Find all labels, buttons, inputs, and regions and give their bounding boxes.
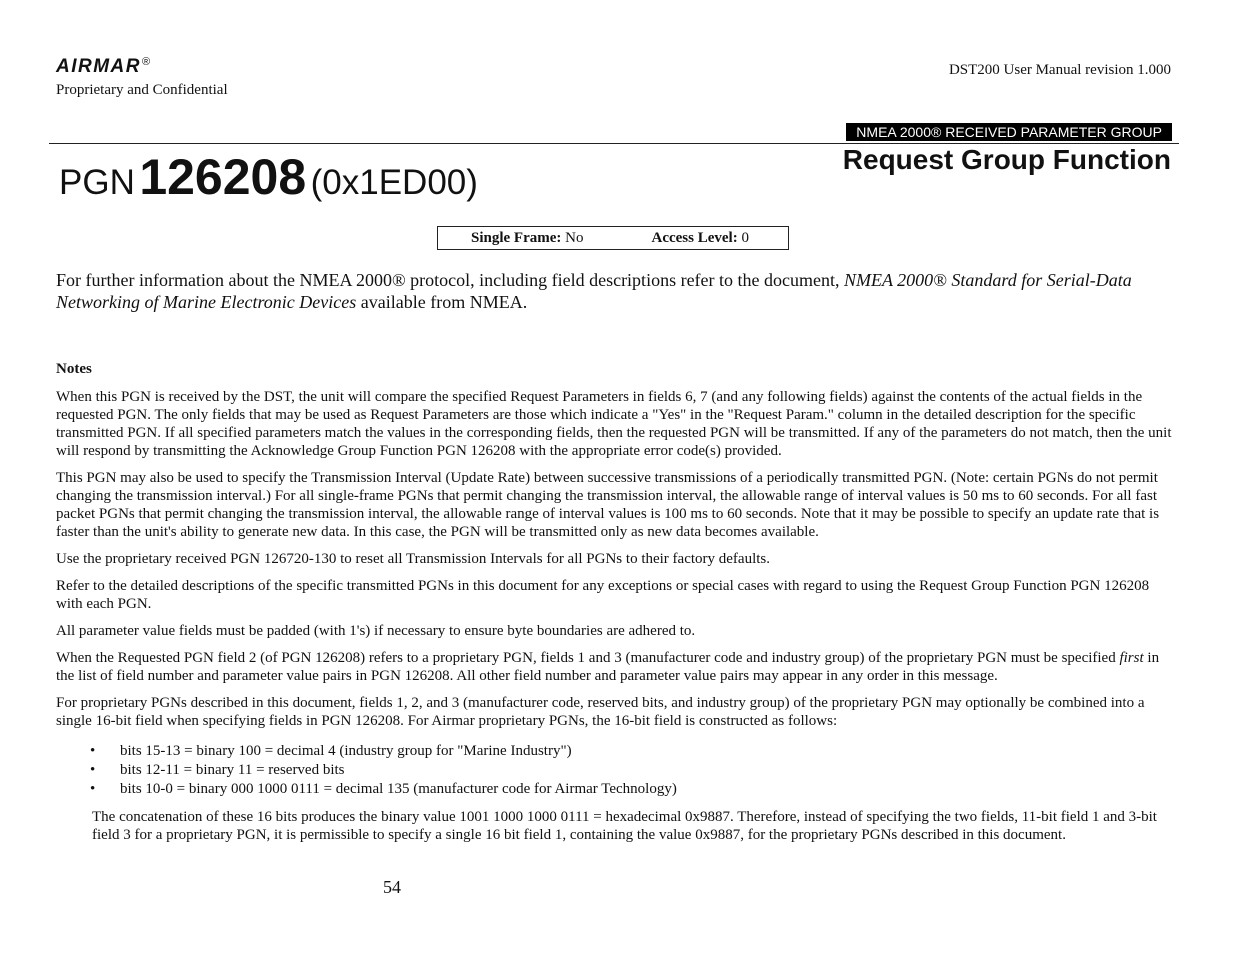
access-level-label: Access Level: (651, 229, 738, 246)
access-level-value: 0 (741, 229, 749, 246)
page-number: 54 (383, 877, 401, 897)
doc-title-1: NMEA 2000® Standard for Serial-Data (844, 270, 1132, 290)
pgn-hex: (0x1ED00) (310, 163, 478, 202)
note-paragraph: Use the proprietary received PGN 126720-130 to reset all Transmission Intervals for all PGNs to their factory defaults. (56, 551, 771, 567)
intro-paragraph (56, 269, 1176, 313)
p6-text-a: When the Requested PGN field 2 (of PGN 126208) refers to a proprietary PGN, fields 1 and 3 (manufacturer code and industry group) of the proprietary PGN must be specified (56, 650, 1120, 666)
manual-revision: DST200 User Manual revision 1.000 (948, 62, 1171, 78)
pgn-prefix: PGN (59, 163, 135, 202)
intro-text-2: available from NMEA. (356, 292, 528, 312)
p6-text-b: in the list of field number and parameter value pairs in PGN 126208. All other field number and parameter value pairs may appear in any order in this message. (56, 650, 1160, 684)
list-item: • bits 10-0 = binary 000 1000 0111 = decimal 135 (manufacturer code for Airmar Technology) (56, 780, 1176, 798)
p6-emphasis: first (1119, 650, 1144, 666)
function-title: Request Group Function (842, 144, 1171, 175)
registered-mark: ® (142, 56, 152, 68)
intro-text-1: For further information about the NMEA 2000® protocol, including field descriptions refer to the document, (56, 270, 845, 290)
note-paragraph: This PGN may also be used to specify the Transmission Interval (Update Rate) between successive transmissions of a periodically transmitted PGN. (Note: certain PGNs do not permit changing the transmission interval.) For all single-frame PGNs that permit changing the transmission interval, the allowable range of interval values is 50 ms to 60 seconds. For all fast packet PGNs that permit changing the transmission interval, the allowable range of interval values is 100 ms to 60 seconds. Note that it may be possible to specify an update rate that is faster than the unit's ability to generate new data. In this case, the PGN will be transmitted only as new data becomes available. (56, 470, 1160, 540)
access-level (652, 230, 749, 247)
note-paragraph (56, 649, 1176, 685)
logo-text: AIRMAR (56, 56, 141, 77)
note-paragraph: For proprietary PGNs described in this document, fields 1, 2, and 3 (manufacturer code, reserved bits, and industry group) of the proprietary PGN may optionally be combined into a single 16-bit field when specifying fields in PGN 126208. For Airmar proprietary PGNs, the 16-bit field is constructed as follows: (56, 695, 1145, 729)
doc-title-2: Networking of Marine Electronic Devices (56, 292, 357, 312)
pgn-number: 126208 (139, 149, 307, 205)
confidential-label: Proprietary and Confidential (56, 82, 228, 98)
single-frame (471, 230, 584, 247)
single-frame-label: Single Frame: (471, 229, 562, 246)
note-paragraph: All parameter value fields must be padded (with 1's) if necessary to ensure byte boundaries are adhered to. (56, 623, 696, 639)
list-item: • bits 12-11 = binary 11 = reserved bits (56, 761, 1176, 779)
notes-heading: Notes (56, 361, 92, 377)
list-item: • bits 15-13 = binary 100 = decimal 4 (industry group for "Marine Industry") (56, 742, 1176, 760)
pgn-title (59, 148, 478, 206)
note-paragraph: When this PGN is received by the DST, the unit will compare the specified Request Parameters in fields 6, 7 (and any following fields) against the contents of the actual fields in the requested PGN. The only fields that may be used as Request Parameters are those which indicate a "Yes" in the "Request Param." column in the detailed description for the specific transmitted PGN. If all specified parameters match the values in the corresponding fields, then the requested PGN will be transmitted. If any of the parameters do not match, then the unit will respond by transmitting the Acknowledge Group Function PGN 126208 with the appropriate error code(s) provided. (56, 389, 1172, 459)
frame-info-box (437, 226, 789, 250)
airmar-logo (56, 56, 152, 78)
parameter-group-banner: NMEA 2000® RECEIVED PARAMETER GROUP (846, 123, 1172, 141)
note-paragraph: Refer to the detailed descriptions of the specific transmitted PGNs in this document for any exceptions or special cases with regard to using the Request Group Function PGN 126208 with each PGN. (56, 578, 1150, 612)
note-paragraph: The concatenation of these 16 bits produces the binary value 1001 1000 1000 0111 = hexadecimal 0x9887. Therefore, instead of specifying the two fields, 11-bit field 1 and 3-bit field 3 for a proprietary PGN, it is permissible to specify a single 16 bit field 1, containing the value 0x9887, for the proprietary PGNs described in this document. (92, 809, 1157, 843)
bit-field-list (56, 742, 1176, 798)
notes-body (56, 388, 1176, 853)
single-frame-value: No (565, 229, 584, 246)
